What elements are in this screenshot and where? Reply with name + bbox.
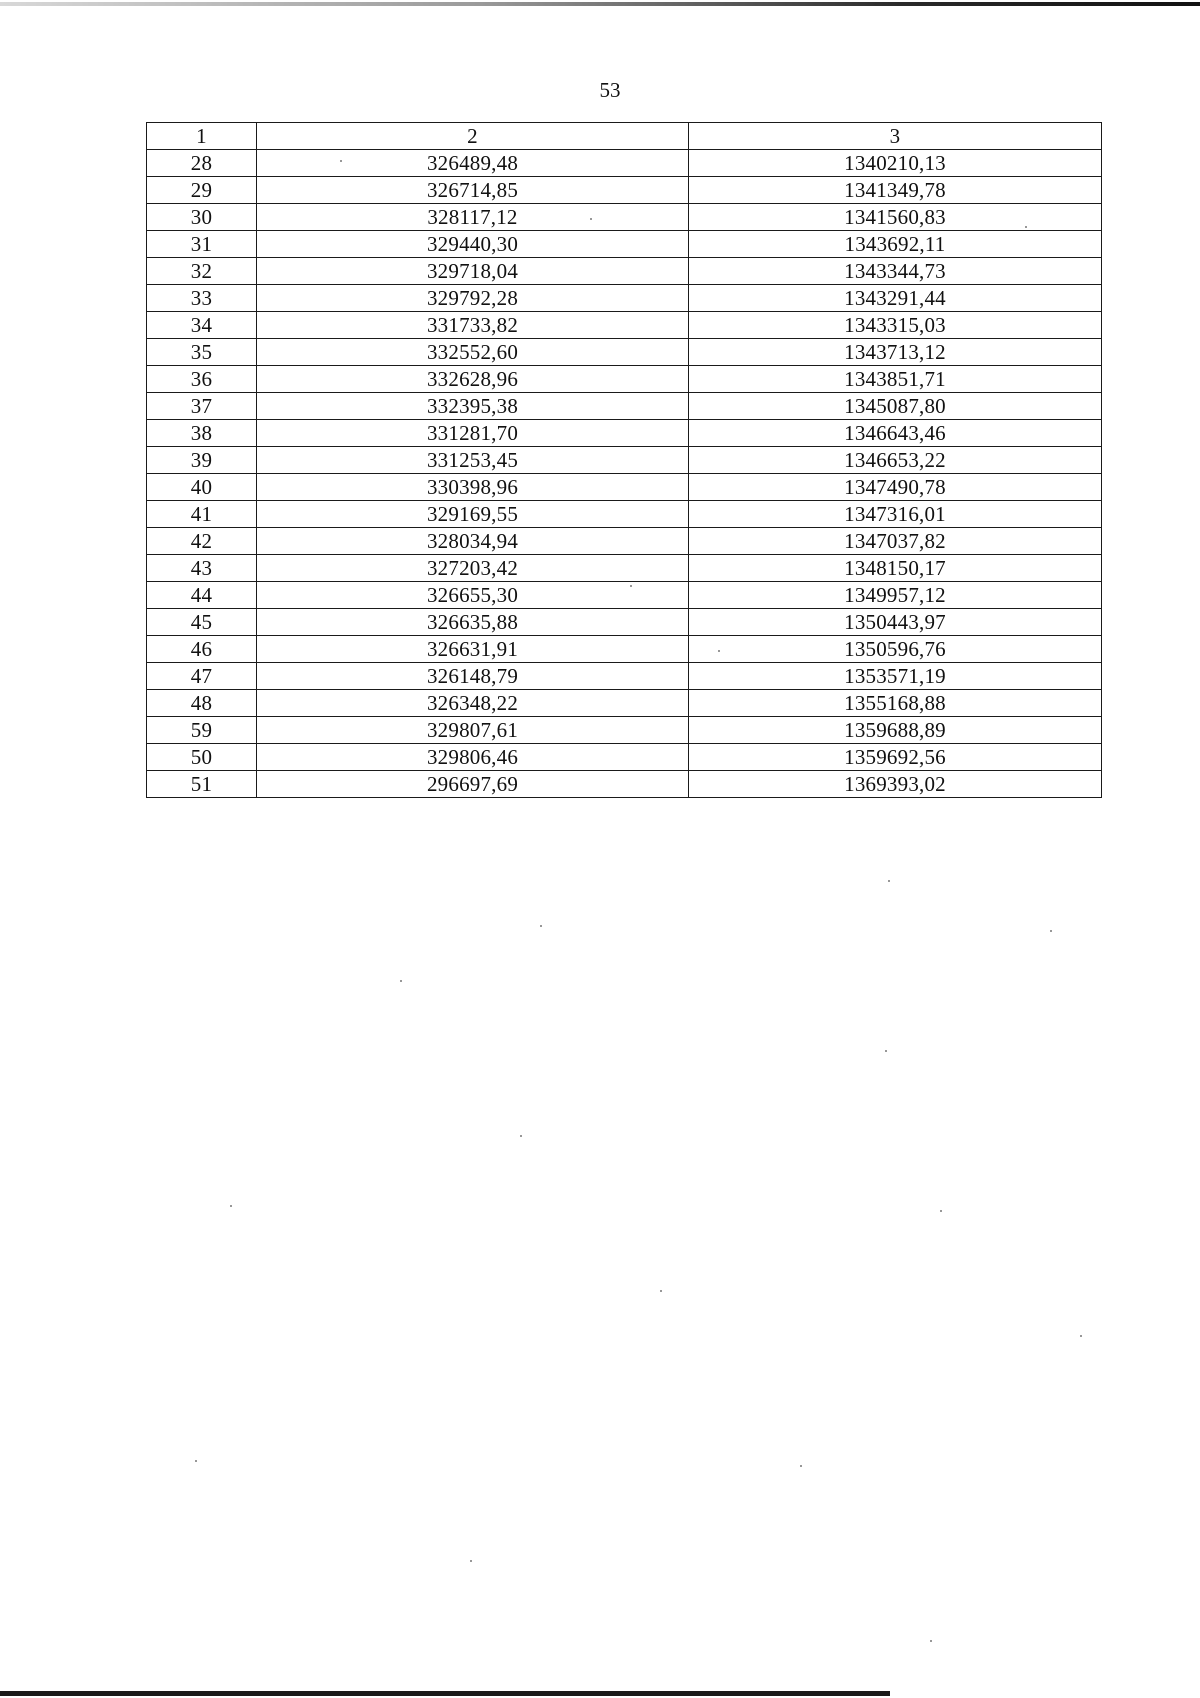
x-coordinate-cell: 326655,30 <box>257 582 689 609</box>
row-number-cell: 36 <box>147 366 257 393</box>
y-coordinate-cell: 1355168,88 <box>689 690 1102 717</box>
x-coordinate-cell: 331281,70 <box>257 420 689 447</box>
table-row <box>147 366 1102 393</box>
row-number-cell: 28 <box>147 150 257 177</box>
scan-bottom-edge <box>0 1691 890 1696</box>
y-coordinate-cell: 1343344,73 <box>689 258 1102 285</box>
row-number-cell: 31 <box>147 231 257 258</box>
scan-speck <box>718 650 720 652</box>
table-row <box>147 609 1102 636</box>
row-number-cell: 37 <box>147 393 257 420</box>
scan-speck <box>1080 1335 1082 1337</box>
scan-speck <box>340 160 342 162</box>
scan-speck <box>888 880 890 882</box>
y-coordinate-cell: 1359692,56 <box>689 744 1102 771</box>
table-row <box>147 690 1102 717</box>
scan-speck <box>470 1560 472 1562</box>
row-number-cell: 32 <box>147 258 257 285</box>
row-number-cell: 42 <box>147 528 257 555</box>
x-coordinate-cell: 326148,79 <box>257 663 689 690</box>
row-number-cell: 46 <box>147 636 257 663</box>
y-coordinate-cell: 1341349,78 <box>689 177 1102 204</box>
x-coordinate-cell: 328034,94 <box>257 528 689 555</box>
scan-speck <box>520 1135 522 1137</box>
scan-speck <box>800 1465 802 1467</box>
y-coordinate-cell: 1359688,89 <box>689 717 1102 744</box>
y-coordinate-cell: 1346653,22 <box>689 447 1102 474</box>
scan-speck <box>230 1205 232 1207</box>
table-row <box>147 582 1102 609</box>
x-coordinate-cell: 331253,45 <box>257 447 689 474</box>
x-coordinate-cell: 331733,82 <box>257 312 689 339</box>
row-number-cell: 39 <box>147 447 257 474</box>
scan-speck <box>930 1640 932 1642</box>
y-coordinate-cell: 1343851,71 <box>689 366 1102 393</box>
y-coordinate-cell: 1341560,83 <box>689 204 1102 231</box>
table-row <box>147 420 1102 447</box>
x-coordinate-cell: 332628,96 <box>257 366 689 393</box>
scan-speck <box>400 980 402 982</box>
row-number-cell: 47 <box>147 663 257 690</box>
row-number-cell: 43 <box>147 555 257 582</box>
x-coordinate-cell: 329440,30 <box>257 231 689 258</box>
table-row <box>147 474 1102 501</box>
row-number-cell: 38 <box>147 420 257 447</box>
page-number: 53 <box>599 78 621 102</box>
y-coordinate-cell: 1347316,01 <box>689 501 1102 528</box>
x-coordinate-cell: 327203,42 <box>257 555 689 582</box>
y-coordinate-cell: 1343315,03 <box>689 312 1102 339</box>
table-row <box>147 555 1102 582</box>
row-number-cell: 33 <box>147 285 257 312</box>
x-coordinate-cell: 326714,85 <box>257 177 689 204</box>
x-coordinate-cell: 296697,69 <box>257 771 689 798</box>
x-coordinate-cell: 332395,38 <box>257 393 689 420</box>
table-row <box>147 771 1102 798</box>
row-number-cell: 30 <box>147 204 257 231</box>
row-number-cell: 41 <box>147 501 257 528</box>
x-coordinate-cell: 326348,22 <box>257 690 689 717</box>
table-row <box>147 258 1102 285</box>
scan-speck <box>1025 226 1027 228</box>
scan-speck <box>1050 930 1052 932</box>
table-row <box>147 636 1102 663</box>
y-coordinate-cell: 1347037,82 <box>689 528 1102 555</box>
scan-speck <box>540 925 542 927</box>
column-header-3: 3 <box>689 123 1102 150</box>
scan-speck <box>630 585 632 587</box>
coordinates-table <box>146 122 1102 798</box>
y-coordinate-cell: 1345087,80 <box>689 393 1102 420</box>
y-coordinate-cell: 1340210,13 <box>689 150 1102 177</box>
table-row <box>147 177 1102 204</box>
x-coordinate-cell: 328117,12 <box>257 204 689 231</box>
row-number-cell: 50 <box>147 744 257 771</box>
row-number-cell: 51 <box>147 771 257 798</box>
x-coordinate-cell: 329792,28 <box>257 285 689 312</box>
x-coordinate-cell: 332552,60 <box>257 339 689 366</box>
y-coordinate-cell: 1343291,44 <box>689 285 1102 312</box>
y-coordinate-cell: 1347490,78 <box>689 474 1102 501</box>
row-number-cell: 48 <box>147 690 257 717</box>
scan-top-edge <box>0 2 1200 6</box>
x-coordinate-cell: 326489,48 <box>257 150 689 177</box>
scan-speck <box>660 1290 662 1292</box>
table-row <box>147 231 1102 258</box>
x-coordinate-cell: 329807,61 <box>257 717 689 744</box>
y-coordinate-cell: 1348150,17 <box>689 555 1102 582</box>
row-number-cell: 35 <box>147 339 257 366</box>
y-coordinate-cell: 1349957,12 <box>689 582 1102 609</box>
table-row <box>147 717 1102 744</box>
table-row <box>147 312 1102 339</box>
table-row <box>147 393 1102 420</box>
y-coordinate-cell: 1369393,02 <box>689 771 1102 798</box>
scan-speck <box>940 1210 942 1212</box>
y-coordinate-cell: 1346643,46 <box>689 420 1102 447</box>
table-row <box>147 285 1102 312</box>
row-number-cell: 40 <box>147 474 257 501</box>
table-row <box>147 528 1102 555</box>
x-coordinate-cell: 329169,55 <box>257 501 689 528</box>
table-row <box>147 150 1102 177</box>
x-coordinate-cell: 326631,91 <box>257 636 689 663</box>
x-coordinate-cell: 326635,88 <box>257 609 689 636</box>
table-row <box>147 339 1102 366</box>
x-coordinate-cell: 330398,96 <box>257 474 689 501</box>
table-body <box>147 150 1102 798</box>
y-coordinate-cell: 1343692,11 <box>689 231 1102 258</box>
column-header-2: 2 <box>257 123 689 150</box>
scan-speck <box>885 1050 887 1052</box>
table-row <box>147 744 1102 771</box>
scan-speck <box>590 218 592 220</box>
table-header-row <box>147 123 1102 150</box>
table-row <box>147 447 1102 474</box>
table-row <box>147 501 1102 528</box>
y-coordinate-cell: 1350443,97 <box>689 609 1102 636</box>
row-number-cell: 45 <box>147 609 257 636</box>
y-coordinate-cell: 1350596,76 <box>689 636 1102 663</box>
column-header-1: 1 <box>147 123 257 150</box>
row-number-cell: 34 <box>147 312 257 339</box>
table-row <box>147 204 1102 231</box>
row-number-cell: 59 <box>147 717 257 744</box>
row-number-cell: 29 <box>147 177 257 204</box>
x-coordinate-cell: 329718,04 <box>257 258 689 285</box>
scan-speck <box>195 1460 197 1462</box>
row-number-cell: 44 <box>147 582 257 609</box>
y-coordinate-cell: 1343713,12 <box>689 339 1102 366</box>
table-row <box>147 663 1102 690</box>
x-coordinate-cell: 329806,46 <box>257 744 689 771</box>
y-coordinate-cell: 1353571,19 <box>689 663 1102 690</box>
